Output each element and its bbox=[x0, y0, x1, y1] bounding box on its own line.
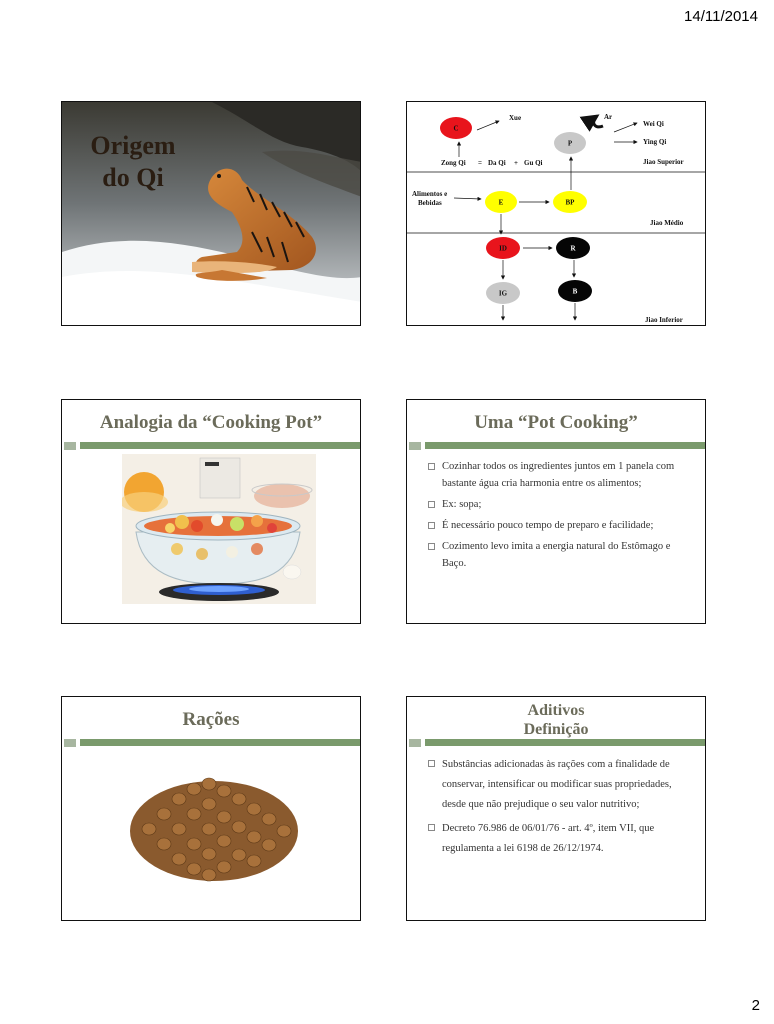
slide-racoes[interactable] bbox=[61, 696, 361, 921]
slide-title bbox=[407, 701, 705, 739]
slide-analogia-cooking-pot[interactable] bbox=[61, 399, 361, 624]
bullet-list bbox=[427, 458, 695, 576]
node-r-label: R bbox=[570, 244, 576, 253]
slide-qi-diagram[interactable] bbox=[406, 101, 706, 326]
bullet-item: É necessário pouco tempo de preparo e facilidade; bbox=[427, 517, 695, 534]
title-bar-accent bbox=[64, 442, 76, 450]
node-p-label: P bbox=[567, 139, 573, 148]
title-line-1: Aditivos bbox=[527, 702, 585, 719]
label-zong-qi: Zong Qi bbox=[441, 159, 466, 167]
label-jiao-medio: Jiao Médio bbox=[650, 219, 684, 227]
label-xue: Xue bbox=[509, 114, 522, 122]
label-da-qi: Da Qi bbox=[488, 159, 506, 167]
label-plus: + bbox=[514, 159, 518, 167]
label-wei-qi: Wei Qi bbox=[643, 120, 664, 128]
label-ying-qi: Ying Qi bbox=[643, 138, 667, 146]
slide-title: Rações bbox=[182, 709, 240, 730]
slide-uma-pot-cooking[interactable] bbox=[406, 399, 706, 624]
slide-title: Analogia da “Cooking Pot” bbox=[99, 412, 323, 433]
handout-date: 14/11/2014 bbox=[684, 8, 758, 25]
node-id-label: ID bbox=[499, 244, 507, 253]
node-ig-label: IG bbox=[498, 289, 508, 298]
cooking-pot-image bbox=[122, 454, 316, 604]
label-jiao-inferior: Jiao Inferior bbox=[645, 316, 683, 324]
node-bp-label: BP bbox=[565, 198, 575, 207]
arrow-c-xue bbox=[477, 121, 499, 130]
label-gu-qi: Gu Qi bbox=[524, 159, 543, 167]
node-b-label: B bbox=[572, 287, 578, 296]
title-bar bbox=[80, 739, 360, 746]
title-bar-accent bbox=[409, 739, 421, 747]
title-bar-accent bbox=[64, 739, 76, 747]
arrow-alimentos-e bbox=[454, 198, 481, 199]
bullet-item: Cozimento levo imita a energia natural do Estômago e Baço. bbox=[427, 538, 695, 572]
title-bar bbox=[425, 739, 705, 746]
slide-origem-do-qi[interactable] bbox=[61, 101, 361, 326]
title-line-2: Definição bbox=[523, 721, 589, 738]
page-number: 2 bbox=[751, 997, 760, 1014]
slide-title: Uma “Pot Cooking” bbox=[474, 412, 638, 433]
title-bar bbox=[425, 442, 705, 449]
label-alimentos-2: Bebidas bbox=[418, 199, 442, 207]
qi-flow-diagram bbox=[407, 102, 706, 326]
slide-title bbox=[68, 130, 198, 194]
slide-aditivos-definicao[interactable] bbox=[406, 696, 706, 921]
arrow-ar bbox=[594, 116, 603, 127]
title-line-1: Origem bbox=[90, 131, 176, 160]
bullet-item: Cozinhar todos os ingredientes juntos em 1 panela com bastante água cria harmonia entre os alimentos; bbox=[427, 458, 695, 492]
bullet-list bbox=[427, 755, 695, 863]
node-c-label: C bbox=[453, 124, 459, 133]
label-jiao-superior: Jiao Superior bbox=[643, 158, 684, 166]
title-bar bbox=[80, 442, 360, 449]
label-equals: = bbox=[478, 159, 482, 167]
arrow-wei-qi bbox=[614, 123, 637, 132]
bullet-item: Decreto 76.986 de 06/01/76 - art. 4º, item VII, que regulamenta a lei 6198 de 26/12/1974. bbox=[427, 819, 695, 859]
label-alimentos-1: Alimentos e bbox=[412, 190, 448, 198]
bullet-item: Ex: sopa; bbox=[427, 496, 695, 513]
bullet-item: Substâncias adicionadas às rações com a finalidade de conservar, intensificar ou modificar suas propriedades, desde que não prejudique o seu valor nutritivo; bbox=[427, 755, 695, 815]
title-line-2: do Qi bbox=[102, 163, 164, 192]
label-ar: Ar bbox=[604, 113, 613, 121]
kibble-image bbox=[124, 769, 304, 889]
title-bar-accent bbox=[409, 442, 421, 450]
node-e-label: E bbox=[498, 198, 504, 207]
